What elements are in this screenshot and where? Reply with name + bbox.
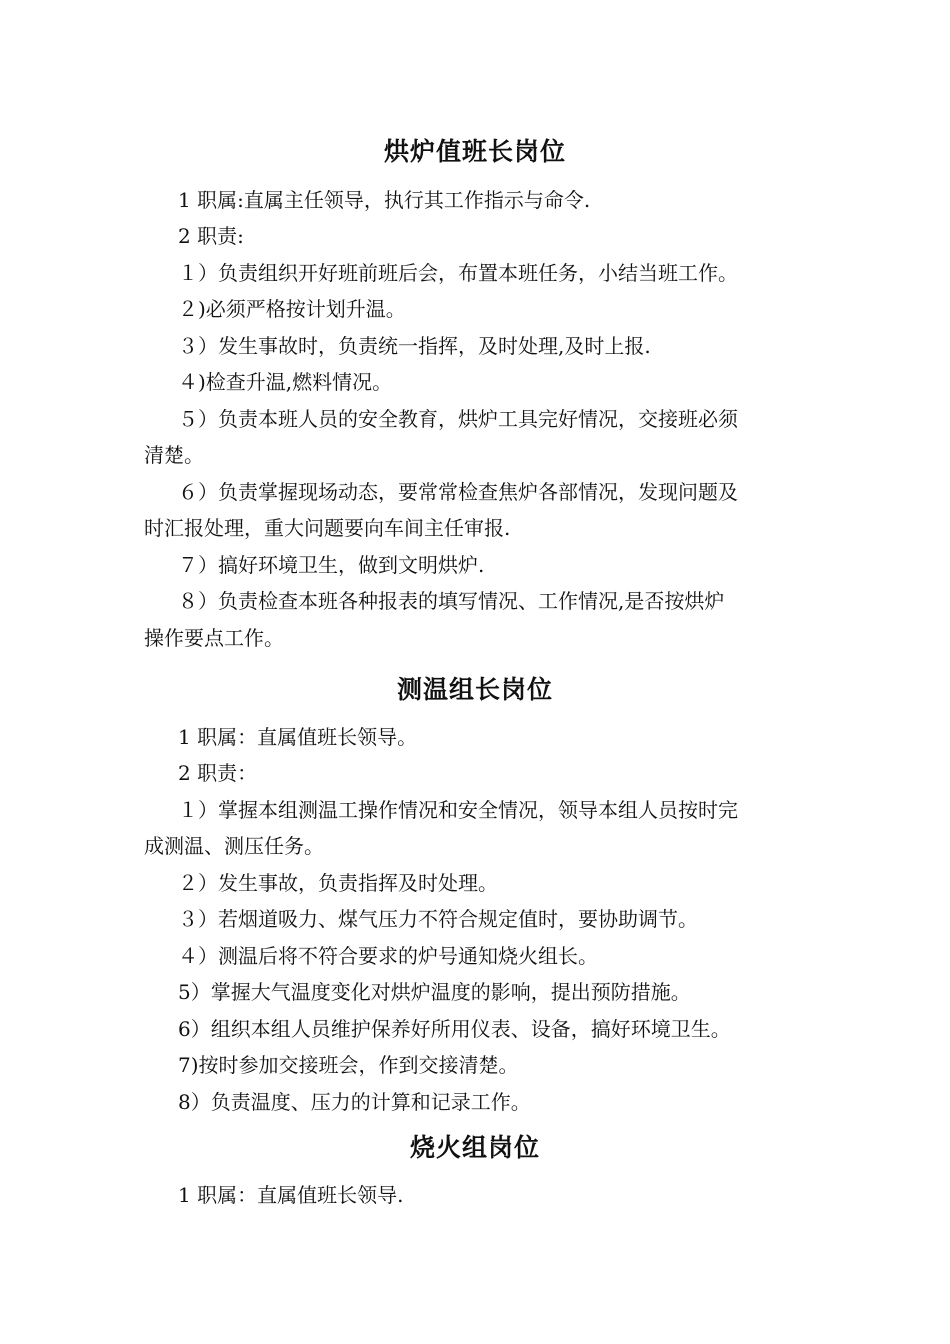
paragraph-line: ２)必须严格按计划升温。	[178, 297, 406, 321]
paragraph-line: 清楚。	[144, 443, 204, 467]
section-title-temperature-group-leader: 测温组长岗位	[396, 675, 553, 704]
paragraph-line: ５）负责本班人员的安全教育，烘炉工具完好情况，交接班必须	[178, 407, 738, 431]
paragraph-line: 8）负责温度、压力的计算和记录工作。	[178, 1090, 531, 1114]
paragraph-line: ３）若烟道吸力、煤气压力不符合规定值时，要协助调节。	[178, 907, 698, 931]
paragraph-line: ６）负责掌握现场动态，要常常检查焦炉各部情况，发现问题及	[178, 480, 738, 504]
paragraph-line: ３）发生事故时，负责统一指挥，及时处理,及时上报.	[178, 334, 651, 358]
paragraph-line: 成测温、测压任务。	[144, 834, 324, 858]
paragraph-line: ２）发生事故，负责指挥及时处理。	[178, 871, 498, 895]
paragraph-line: 1 职属：直属值班长领导.	[178, 1183, 404, 1207]
paragraph-line: ８）负责检查本班各种报表的填写情况、工作情况,是否按烘炉	[178, 589, 725, 613]
paragraph-line: 7)按时参加交接班会，作到交接清楚。	[178, 1053, 519, 1077]
paragraph-line: 5）掌握大气温度变化对烘炉温度的影响，提出预防措施。	[178, 980, 691, 1004]
paragraph-line: １）负责组织开好班前班后会，布置本班任务，小结当班工作。	[178, 261, 738, 285]
paragraph-line: 1 职属：直属值班长领导。	[178, 725, 418, 749]
paragraph-line: 2 职责:	[178, 224, 244, 248]
paragraph-line: 2 职责：	[178, 761, 258, 785]
paragraph-line: ４）测温后将不符合要求的炉号通知烧火组长。	[178, 944, 598, 968]
section-title-firing-group: 烧火组岗位	[409, 1133, 540, 1162]
paragraph-line: 1 职属:直属主任领导，执行其工作指示与命令.	[178, 188, 591, 212]
paragraph-line: 6）组织本组人员维护保养好所用仪表、设备，搞好环境卫生。	[178, 1017, 731, 1041]
paragraph-line: 时汇报处理，重大问题要向车间主任审报.	[144, 516, 511, 540]
paragraph-line: １）掌握本组测温工操作情况和安全情况，领导本组人员按时完	[178, 798, 738, 822]
paragraph-line: ７）搞好环境卫生，做到文明烘炉.	[178, 553, 485, 577]
paragraph-line: ４)检查升温,燃料情况。	[178, 370, 393, 394]
paragraph-line: 操作要点工作。	[144, 626, 284, 650]
section-title-oven-shift-leader: 烘炉值班长岗位	[383, 137, 566, 166]
